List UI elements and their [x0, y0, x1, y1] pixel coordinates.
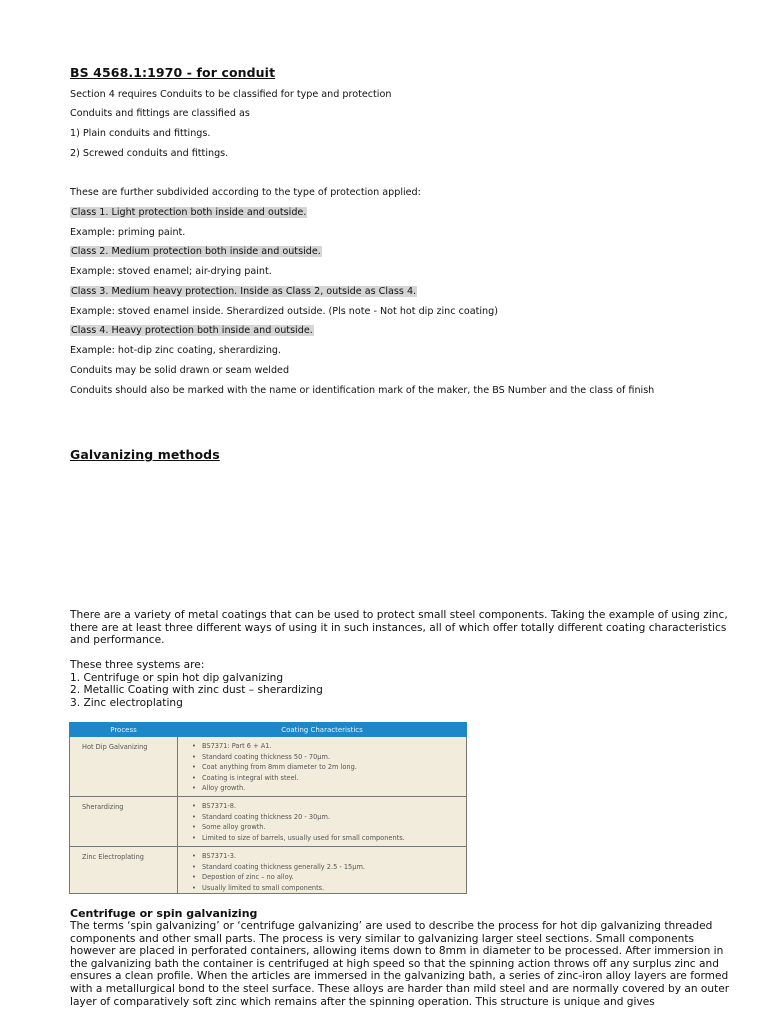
list-item: • BS7371: Part 6 + A1.	[192, 741, 466, 752]
highlighted-class-line: Class 4. Heavy protection both inside and outside.	[71, 325, 313, 336]
table-header-row	[70, 723, 467, 737]
list-item: • Alloy growth.	[192, 783, 466, 794]
header-process: Process	[70, 723, 178, 737]
list-item: • Depostion of zinc – no alloy.	[192, 872, 466, 883]
characteristics-cell	[178, 847, 467, 894]
text-line: 2) Screwed conduits and fittings.	[70, 148, 229, 159]
highlighted-class-line: Class 2. Medium protection both inside and outside.	[71, 246, 321, 257]
list-item: 3. Zinc electroplating	[70, 696, 183, 709]
text-line: Conduits and fittings are classified as	[70, 108, 250, 119]
table-row	[70, 847, 467, 894]
centrifuge-heading: Centrifuge or spin galvanizing	[70, 907, 258, 920]
text-line: Section 4 requires Conduits to be classified for type and protection	[70, 89, 392, 100]
header-coating-characteristics: Coating Characteristics	[178, 723, 467, 737]
process-cell: Zinc Electroplating	[70, 847, 178, 894]
list-item: 2. Metallic Coating with zinc dust – sherardizing	[70, 684, 323, 697]
list-item: • Standard coating thickness 20 - 30μm.	[192, 812, 466, 823]
process-cell: Hot Dip Galvanizing	[70, 737, 178, 797]
characteristics-cell	[178, 797, 467, 847]
systems-list	[70, 659, 323, 709]
list-item: • Standard coating thickness generally 2.5 - 15μm.	[192, 862, 466, 873]
process-cell: Sherardizing	[70, 797, 178, 847]
text-line: Conduits may be solid drawn or seam welded	[70, 365, 290, 376]
list-item: • Coat anything from 8mm diameter to 2m long.	[192, 762, 466, 773]
table-row	[70, 797, 467, 847]
text-line: Example: stoved enamel inside. Sherardized outside. (Pls note - Not hot dip zinc coating)	[70, 306, 498, 317]
text-line: Conduits should also be marked with the name or identification mark of the maker, the BS Number and the class of finish	[70, 385, 655, 396]
text-line: 1) Plain conduits and fittings.	[70, 128, 211, 139]
list-item: • BS7371-8.	[192, 801, 466, 812]
list-item: • BS7371-3.	[192, 851, 466, 862]
list-item: • Standard coating thickness 50 - 70μm.	[192, 752, 466, 763]
coating-table	[69, 722, 467, 894]
conduit-heading: BS 4568.1:1970 - for conduit	[70, 65, 276, 80]
galvanizing-heading: Galvanizing methods	[70, 447, 220, 462]
list-item: • Limited to size of barrels, usually used for small components.	[192, 833, 466, 844]
table-row	[70, 737, 467, 797]
highlighted-class-line: Class 1. Light protection both inside and outside.	[71, 207, 307, 218]
list-item: 1. Centrifuge or spin hot dip galvanizing	[70, 671, 284, 684]
intro-paragraph: There are a variety of metal coatings that can be used to protect small steel components. Taking the example of using zinc, there are at least three different ways of using it in such instances, all of which offer totally different coating characteristics and performance.	[70, 609, 728, 647]
list-item: • Coating is integral with steel.	[192, 773, 466, 784]
list-item: • Some alloy growth.	[192, 822, 466, 833]
text-line: Example: stoved enamel; air-drying paint.	[70, 266, 272, 277]
highlighted-class-line: Class 3. Medium heavy protection. Inside as Class 2, outside as Class 4.	[71, 286, 417, 297]
centrifuge-paragraph: The terms ‘spin galvanizing’ or ‘centrifuge galvanizing’ are used to describe the process for hot dip galvanizing threaded components and other small parts. The process is very similar to galvanizing larger steel sections. Small components however are placed in perforated containers, allowing items down to 8mm in diameter to be processed. After immersion in the galvanizing bath the container is centrifuged at high speed so that the spinning action throws off any surplus zinc and ensures a clean profile. When the articles are immersed in the galvanizing bath, a series of zinc-iron alloy layers are formed with a metallurgical bond to the steel surface. These alloys are harder than mild steel and are normally covered by an outer layer of comparatively soft zinc which remains after the spinning operation. This structure is unique and gives	[70, 920, 730, 1008]
text-line: Example: priming paint.	[70, 227, 186, 238]
list-item: • Usually limited to small components.	[192, 883, 466, 894]
text-line: These are further subdivided according to the type of protection applied:	[70, 187, 421, 198]
characteristics-cell	[178, 737, 467, 797]
systems-label: These three systems are:	[70, 659, 205, 671]
text-line: Example: hot-dip zinc coating, sherardizing.	[70, 345, 282, 356]
